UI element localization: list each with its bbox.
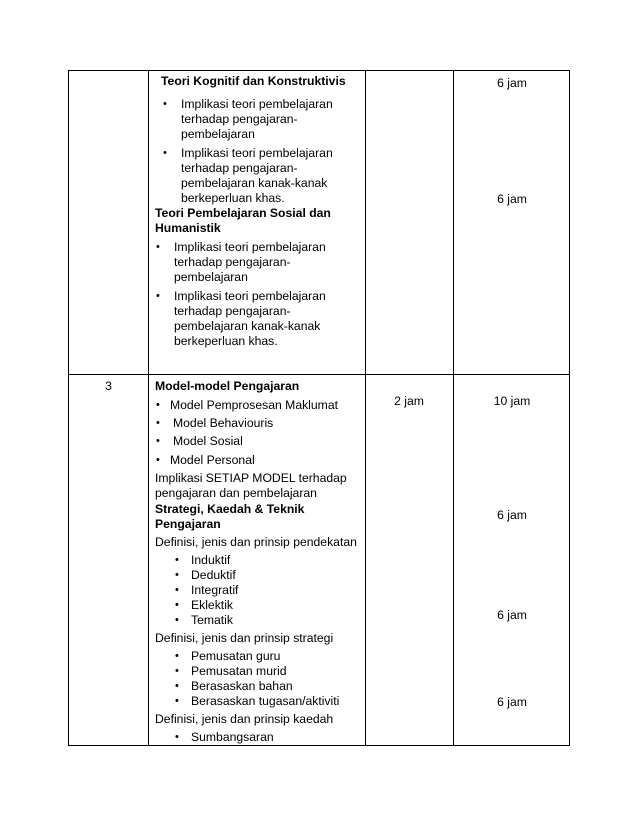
hours-social: 6 jam	[497, 192, 527, 206]
bullet-icon: •	[175, 569, 179, 581]
hours-approach: 6 jam	[497, 508, 527, 522]
topic2-bullet1-line1: Implikasi teori pembelajaran	[174, 240, 326, 254]
method-heading: Definisi, jenis dan prinsip kaedah	[155, 712, 334, 726]
approach-heading: Definisi, jenis dan prinsip pendekatan	[155, 535, 357, 549]
topic2-bullet2-line1: Implikasi teori pembelajaran	[174, 289, 326, 303]
topic2-bullet2-line3: pembelajaran kanak-kanak	[174, 319, 321, 333]
strategy-item: Berasaskan tugasan/aktiviti	[191, 694, 340, 708]
topic1-bullet1-line1: Implikasi teori pembelajaran	[181, 97, 333, 111]
column-divider-1	[148, 71, 149, 745]
topic2-bullet2-line4: berkeperluan khas.	[174, 334, 278, 348]
approach-item: Integratif	[191, 583, 239, 597]
strategy-item: Pemusatan murid	[191, 664, 287, 678]
bullet-icon: •	[175, 599, 179, 611]
topic1-bullet2-line3: pembelajaran kanak-kanak	[181, 176, 328, 190]
bullet-icon: •	[175, 680, 179, 692]
row-number: 3	[105, 379, 112, 393]
topic-cognitive-title: Teori Kognitif dan Konstruktivis	[161, 74, 346, 88]
model-item: Model Personal	[170, 453, 255, 467]
model-item: Model Behaviouris	[173, 416, 274, 430]
contact-hours: 2 jam	[394, 394, 424, 408]
hours-strategy: 6 jam	[497, 608, 527, 622]
bullet-icon: •	[156, 454, 160, 466]
strategy-item: Berasaskan bahan	[191, 679, 293, 693]
bullet-icon: •	[175, 584, 179, 596]
bullet-icon: •	[156, 399, 160, 411]
implication-line1: Implikasi SETIAP MODEL terhadap	[155, 471, 347, 485]
bullet-icon: •	[163, 98, 167, 110]
topic1-bullet2-line1: Implikasi teori pembelajaran	[181, 146, 333, 160]
syllabus-table	[68, 70, 570, 746]
hours-method: 6 jam	[497, 695, 527, 709]
bullet-icon: •	[156, 241, 160, 253]
strategy-item: Pemusatan guru	[191, 649, 281, 663]
model-item: Model Sosial	[173, 434, 243, 448]
topic1-bullet1-line2: terhadap pengajaran-	[181, 112, 298, 126]
bullet-icon: •	[175, 731, 179, 743]
approach-item: Tematik	[191, 613, 233, 627]
hours-models: 10 jam	[493, 394, 531, 408]
approach-item: Deduktif	[191, 568, 236, 582]
strategy-title-line1: Strategi, Kaedah & Teknik	[155, 502, 305, 516]
row-divider	[69, 374, 569, 375]
topic-social-title-line2: Humanistik	[155, 221, 221, 235]
bullet-icon: •	[156, 417, 160, 429]
strategy-heading: Definisi, jenis dan prinsip strategi	[155, 631, 334, 645]
model-item: Model Pemprosesan Maklumat	[170, 398, 338, 412]
strategy-title-line2: Pengajaran	[155, 517, 221, 531]
topic1-bullet2-line4: berkeperluan khas.	[181, 191, 285, 205]
bullet-icon: •	[175, 614, 179, 626]
bullet-icon: •	[156, 435, 160, 447]
bullet-icon: •	[175, 650, 179, 662]
bullet-icon: •	[156, 290, 160, 302]
topic2-bullet2-line2: terhadap pengajaran-	[174, 304, 291, 318]
hours-cognitive: 6 jam	[497, 76, 527, 90]
topic1-bullet1-line3: pembelajaran	[181, 127, 255, 141]
topic2-bullet1-line2: terhadap pengajaran-	[174, 255, 291, 269]
implication-line2: pengajaran dan pembelajaran	[155, 486, 317, 500]
method-item: Sumbangsaran	[191, 730, 274, 744]
bullet-icon: •	[163, 147, 167, 159]
approach-item: Induktif	[191, 553, 231, 567]
bullet-icon: •	[175, 554, 179, 566]
topic2-bullet1-line3: pembelajaran	[174, 270, 248, 284]
topic1-bullet2-line2: terhadap pengajaran-	[181, 161, 298, 175]
model-section-title: Model-model Pengajaran	[155, 379, 300, 393]
approach-item: Eklektik	[191, 598, 233, 612]
bullet-icon: •	[175, 695, 179, 707]
topic-social-title-line1: Teori Pembelajaran Sosial dan	[155, 206, 331, 220]
bullet-icon: •	[175, 665, 179, 677]
